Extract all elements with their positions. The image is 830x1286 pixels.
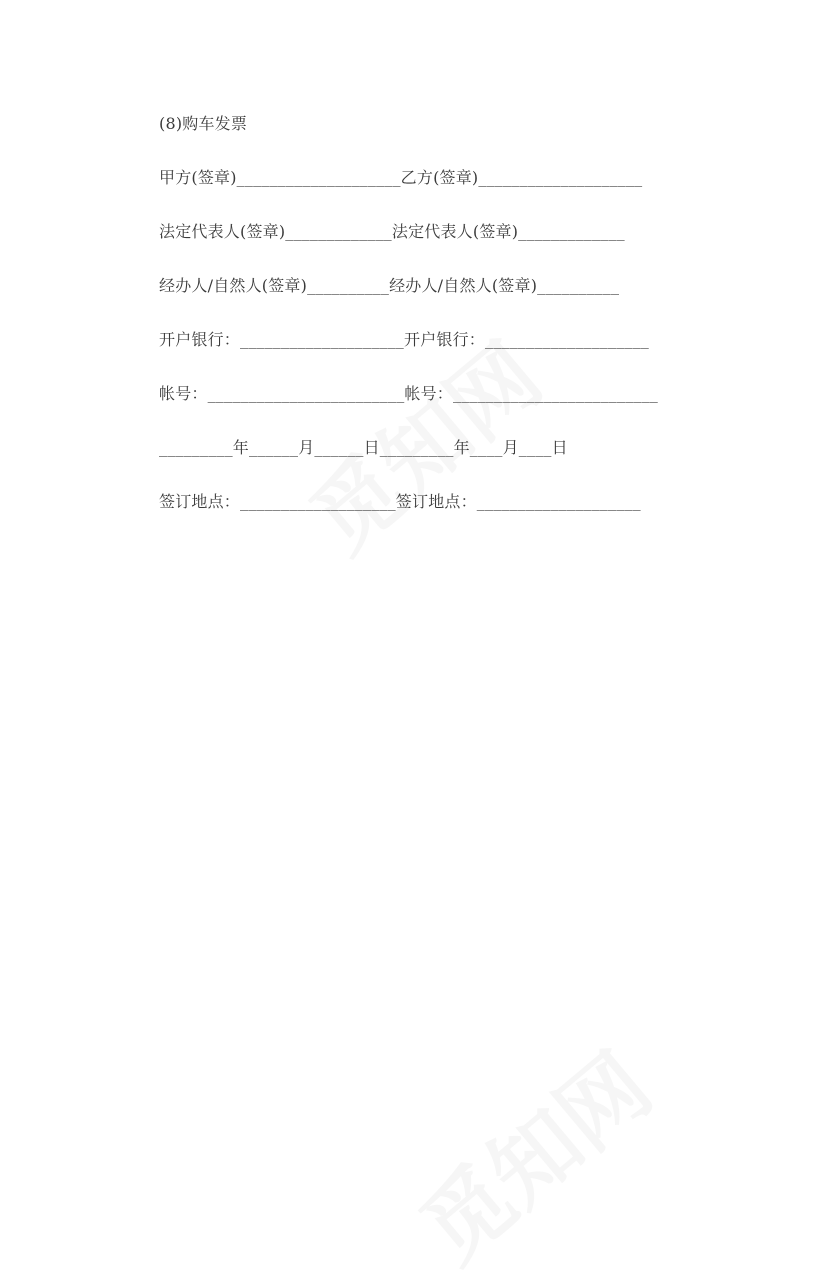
legal-representative-line: 法定代表人(签章)_____________法定代表人(签章)_____________ <box>159 222 625 241</box>
account-line: 帐号：________________________帐号：_________________________ <box>159 384 658 403</box>
bank-line: 开户银行：____________________开户银行：____________________ <box>159 330 650 349</box>
date-line: _________年______月______日_________年____月____日 <box>159 438 568 457</box>
watermark <box>390 1020 673 1286</box>
party-signature-line: 甲方(签章)____________________乙方(签章)____________________ <box>159 168 643 187</box>
section-heading: (8)购车发票 <box>159 114 248 133</box>
document-body <box>159 112 719 544</box>
signing-place-line: 签订地点：___________________签订地点：____________________ <box>159 492 641 511</box>
agent-signature-line: 经办人/自然人(签章)__________经办人/自然人(签章)__________ <box>159 276 620 295</box>
